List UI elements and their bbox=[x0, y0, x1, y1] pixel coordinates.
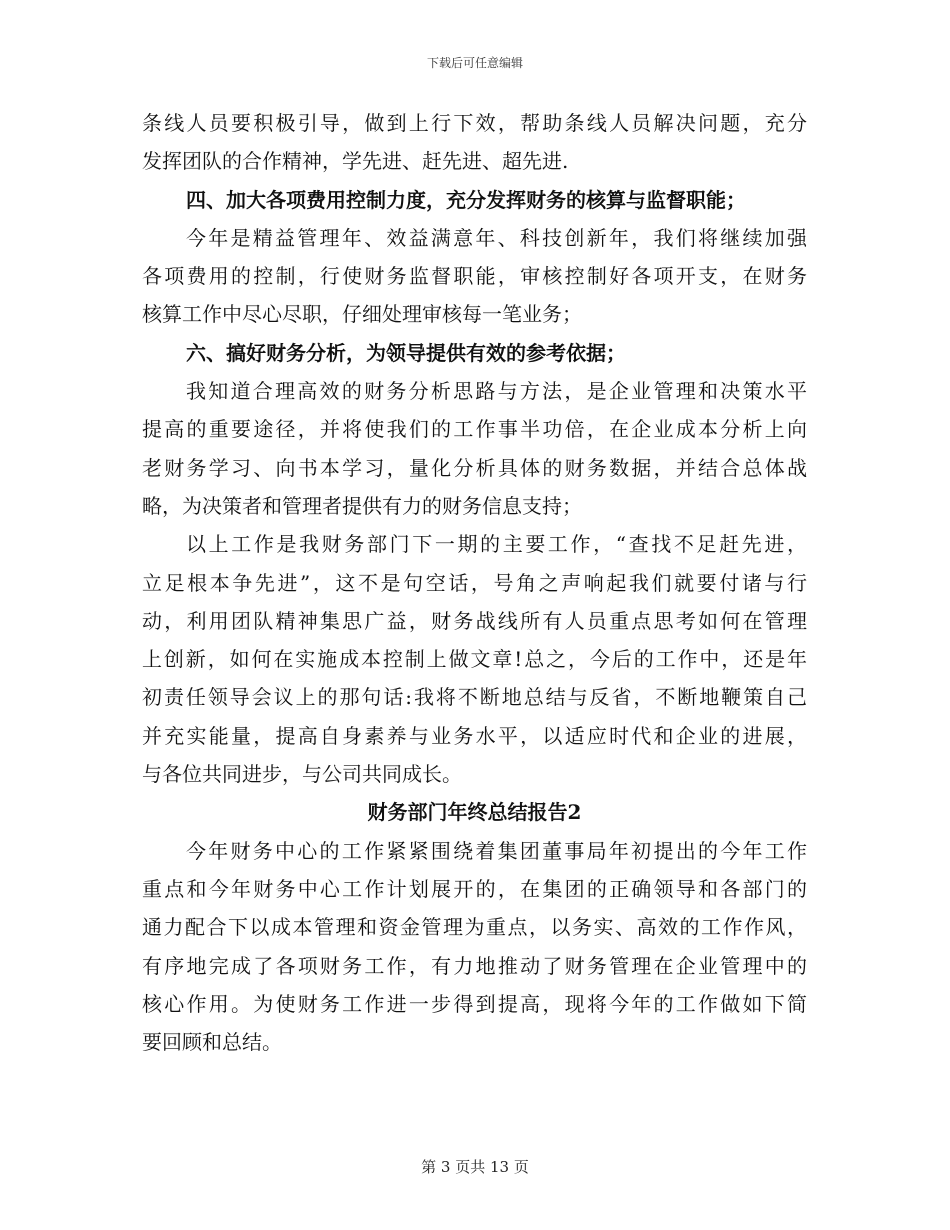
text-line: 略，为决策者和管理者提供有力的财务信息支持； bbox=[142, 493, 582, 518]
text-line: 有序地完成了各项财务工作，有力地推动了财务管理在企业管理中的 bbox=[142, 953, 807, 978]
text-line: 条线人员要积极引导，做到上行下效，帮助条线人员解决问题，充分 bbox=[142, 111, 807, 135]
page-footer: 第 3 页共 13 页 bbox=[421, 1158, 529, 1176]
text-line: 通力配合下以成本管理和资金管理为重点，以务实、高效的工作作风， bbox=[142, 915, 807, 940]
text-line: 重点和今年财务中心工作计划展开的，在集团的正确领导和各部门的 bbox=[142, 876, 807, 901]
section-heading: 六、搞好财务分析，为领导提供有效的参考依据； bbox=[186, 340, 626, 365]
text-line: 上创新，如何在实施成本控制上做文章!总之，今后的工作中，还是年 bbox=[142, 647, 807, 672]
section-heading: 财务部门年终总结报告2 bbox=[367, 800, 582, 825]
text-line: 初责任领导会议上的那句话:我将不断地总结与反省，不断地鞭策自己 bbox=[142, 685, 807, 710]
section-heading: 四、加大各项费用控制力度，充分发挥财务的核算与监督职能； bbox=[186, 187, 746, 212]
text-line: 老财务学习、向书本学习，量化分析具体的财务数据，并结合总体战 bbox=[142, 455, 807, 480]
text-line: 动，利用团队精神集思广益，财务战线所有人员重点思考如何在管理 bbox=[142, 608, 807, 633]
page-header: 下载后可任意编辑 bbox=[426, 56, 523, 70]
text-line: 今年财务中心的工作紧紧围绕着集团董事局年初提出的今年工作 bbox=[186, 838, 807, 863]
text-line: 提高的重要途径，并将使我们的工作事半功倍，在企业成本分析上向 bbox=[142, 417, 807, 442]
text-line: 与各位共同进步，与公司共同成长。 bbox=[142, 762, 462, 787]
text-line: 并充实能量，提高自身素养与业务水平，以适应时代和企业的进展， bbox=[142, 723, 807, 748]
text-line: 以上工作是我财务部门下一期的主要工作，“查找不足赶先进， bbox=[186, 532, 807, 557]
text-line: 立足根本争先进”，这不是句空话，号角之声响起我们就要付诸与行 bbox=[142, 570, 807, 595]
text-line: 发挥团队的合作精神，学先进、赶先进、超先进. bbox=[142, 149, 569, 174]
text-line: 要回顾和总结。 bbox=[142, 1030, 282, 1055]
text-line: 核心作用。为使财务工作进一步得到提高，现将今年的工作做如下简 bbox=[142, 991, 807, 1016]
text-line: 各项费用的控制，行使财务监督职能，审核控制好各项开支，在财务 bbox=[142, 264, 807, 289]
text-line: 我知道合理高效的财务分析思路与方法，是企业管理和决策水平 bbox=[186, 379, 807, 404]
document-body bbox=[142, 104, 807, 1061]
text-line: 核算工作中尽心尽职，仔细处理审核每一笔业务； bbox=[142, 302, 582, 327]
text-line: 今年是精益管理年、效益满意年、科技创新年，我们将继续加强 bbox=[186, 225, 807, 250]
